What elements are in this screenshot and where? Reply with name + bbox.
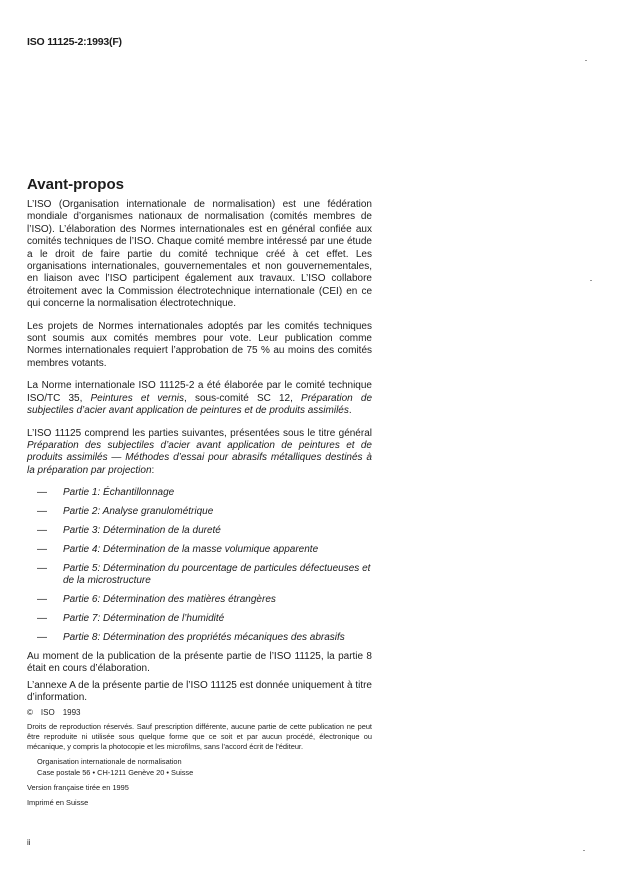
publisher-postal: Case postale 56 • CH-1211 Genève 20 • Suisse: [37, 767, 194, 777]
page-title: Avant-propos: [27, 176, 124, 193]
print-version: Version française tirée en 1995: [27, 783, 129, 793]
document-header: ISO 11125-2:1993(F): [27, 36, 122, 48]
copyright-notice: Droits de reproduction réservés. Sauf prescription différente, aucune partie de cette publication ne peut être reproduite ni utilisée sous quelque forme que ce soit et par aucun procédé, électronique ou mécanique, y compris la photocopie et les microfilms, sans l’accord écrit de l’éditeur.: [27, 722, 372, 752]
parts-list: [27, 487, 372, 644]
list-item: — Partie 4: Détermination de la masse volumique apparente: [37, 543, 319, 555]
list-item: — Partie 2: Analyse granulométrique: [37, 506, 214, 518]
paragraph-publication-note: Au moment de la publication de la présente partie de l’ISO 11125, la partie 8 était en cours d’élaboration.: [27, 650, 372, 675]
paragraph-annex-note: L’annexe A de la présente partie de l’ISO 11125 est donnée uniquement à titre d’information.: [27, 679, 372, 703]
paragraph-committee: La Norme internationale ISO 11125-2 a été élaborée par le comité technique ISO/TC 35, Peintures et vernis, sous-comité SC 12, Préparation de subjectiles d’acier avant application de peintures et de produits assimilés.: [27, 380, 372, 417]
paragraph-parts-intro: L’ISO 11125 comprend les parties suivantes, présentées sous le titre général Préparation des subjectiles d’acier avant application de peintures et de produits assimilés — Méthodes d’essai pour abrasifs métalliques destinés à la préparation par projection:: [27, 427, 372, 476]
printed-in: Imprimé en Suisse: [27, 798, 89, 808]
copyright-line: [27, 708, 372, 717]
copyright-year: 1993: [62, 708, 81, 718]
list-item: — Partie 7: Détermination de l’humidité: [37, 612, 225, 624]
scan-speck: [590, 280, 592, 281]
paragraph-iso-intro: L’ISO (Organisation internationale de normalisation) est une fédération mondiale d’organismes nationaux de normalisation (comités membres de l’ISO). L’élaboration des Normes internationales est en général confiée aux comités techniques de l’ISO. Chaque comité membre intéressé par une étude a le droit de faire partie du comité technique créé à cet effet. Les organisations internationales, gouvernementales et non gouvernementales, en liaison avec l’ISO participent également aux travaux. L’ISO collabore étroitement avec la Commission électrotechnique internationale (CEI) en ce qui concerne la normalisation électrotechnique.: [27, 199, 372, 310]
list-item: — Partie 3: Détermination de la dureté: [37, 524, 221, 536]
list-item: — Partie 1: Échantillonnage: [37, 487, 175, 499]
list-item: — Partie 5: Détermination du pourcentage de particules défectueuses et de la microstructure: [37, 562, 371, 587]
list-item: — Partie 6: Détermination des matières étrangères: [37, 594, 276, 606]
scan-speck: [585, 60, 587, 61]
page-number: ii: [27, 838, 31, 847]
copyright-holder: ISO: [40, 708, 55, 718]
copyright-symbol: ©: [27, 708, 33, 718]
foreword-body: [27, 199, 372, 817]
scan-speck: [583, 850, 585, 851]
publisher-name: Organisation internationale de normalisation: [37, 757, 182, 767]
publisher-address: [37, 757, 372, 778]
list-item: — Partie 8: Détermination des propriétés mécaniques des abrasifs: [37, 631, 345, 643]
paragraph-voting: Les projets de Normes internationales adoptés par les comités techniques sont soumis aux comités membres pour vote. Leur publication comme Normes internationales requiert l’approbation de 75 % au moins des comités membres votants.: [27, 320, 372, 369]
